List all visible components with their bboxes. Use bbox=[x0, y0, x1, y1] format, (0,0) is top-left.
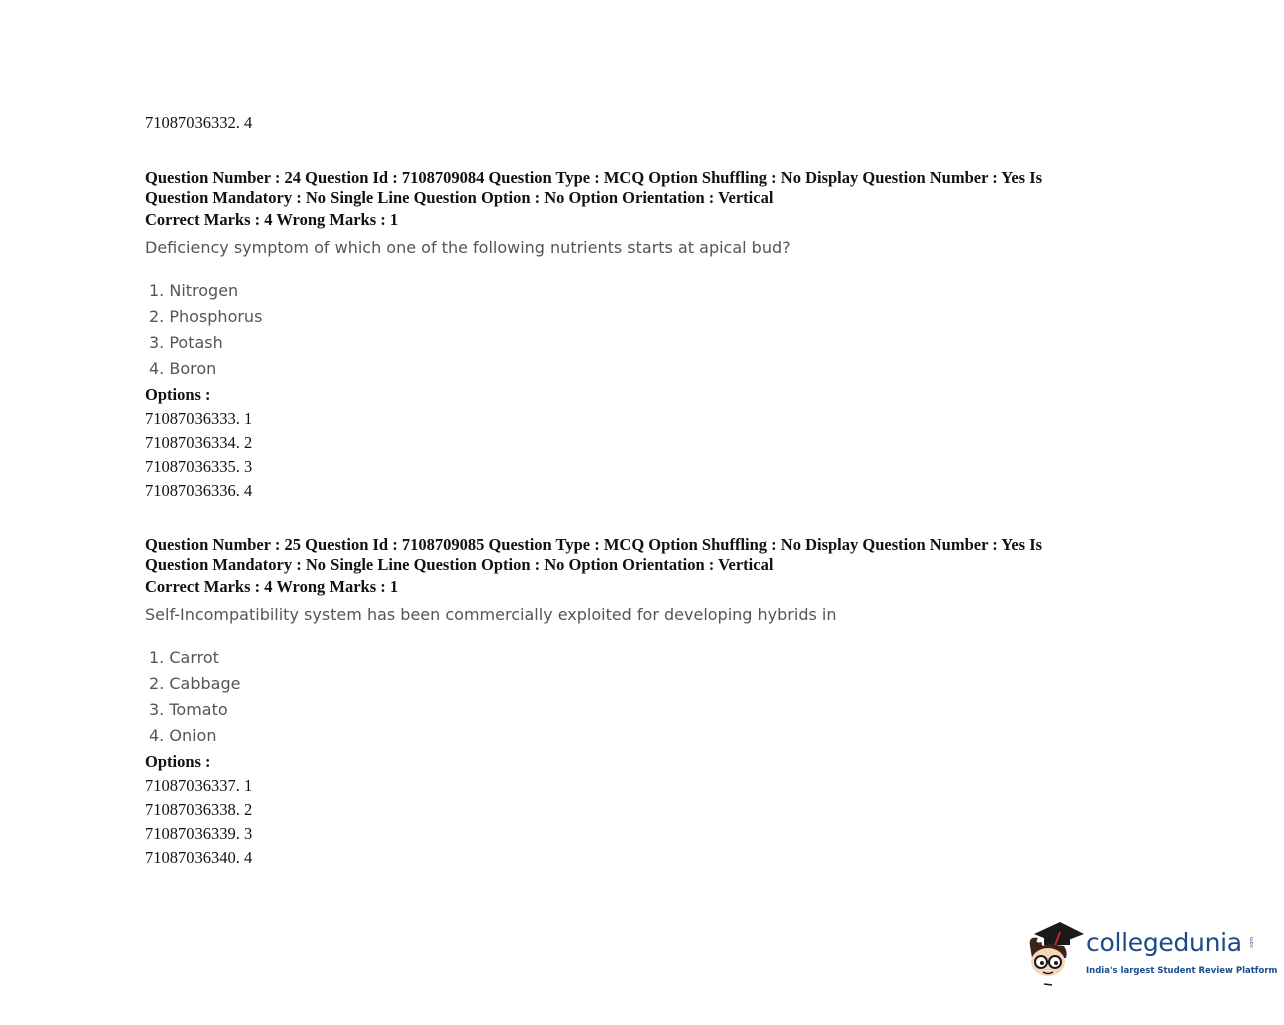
collegedunia-logo bbox=[1024, 918, 1278, 988]
choice-item: 2. Cabbage bbox=[149, 674, 241, 693]
logo-tagline: India's largest Student Review Platform bbox=[1086, 966, 1278, 976]
option-id-item: 71087036340. 4 bbox=[145, 848, 253, 867]
question-text: Self-Incompatibility system has been commercially exploited for developing hybrids in bbox=[145, 605, 837, 624]
logo-wordmark: collegedunia bbox=[1086, 928, 1242, 957]
question-header-line-2: Question Mandatory : No Single Line Question Option : No Option Orientation : Vertical bbox=[145, 187, 774, 207]
choice-list bbox=[149, 278, 262, 382]
question-header-line-2: Question Mandatory : No Single Line Question Option : No Option Orientation : Vertical bbox=[145, 554, 774, 574]
choice-item: 1. Nitrogen bbox=[149, 281, 239, 300]
question-marks: Correct Marks : 4 Wrong Marks : 1 bbox=[145, 577, 399, 596]
question-marks: Correct Marks : 4 Wrong Marks : 1 bbox=[145, 210, 399, 229]
option-id-list bbox=[145, 407, 252, 503]
question-header bbox=[145, 535, 1105, 574]
question-header bbox=[145, 168, 1105, 207]
option-id-item: 71087036333. 1 bbox=[145, 409, 253, 428]
option-id-item: 71087036334. 2 bbox=[145, 433, 253, 452]
logo-domain: .com bbox=[1249, 936, 1256, 950]
option-id-item: 71087036335. 3 bbox=[145, 457, 253, 476]
choice-item: 2. Phosphorus bbox=[149, 307, 263, 326]
option-id-list bbox=[145, 774, 252, 870]
question-header-line-1: Question Number : 25 Question Id : 7108709085 Question Type : MCQ Option Shuffling : No Display Question Number : Yes Is bbox=[145, 535, 1043, 554]
question-header-line-1: Question Number : 24 Question Id : 7108709084 Question Type : MCQ Option Shuffling : No Display Question Number : Yes Is bbox=[145, 168, 1043, 187]
option-id-item: 71087036338. 2 bbox=[145, 800, 253, 819]
choice-item: 4. Boron bbox=[149, 359, 217, 378]
mascot-icon bbox=[1024, 918, 1086, 988]
choice-item: 3. Tomato bbox=[149, 700, 228, 719]
options-label: Options : bbox=[145, 385, 211, 404]
choice-item: 3. Potash bbox=[149, 333, 223, 352]
choice-item: 4. Onion bbox=[149, 726, 217, 745]
option-id-item: 71087036337. 1 bbox=[145, 776, 253, 795]
question-text: Deficiency symptom of which one of the following nutrients starts at apical bud? bbox=[145, 238, 791, 257]
choice-list bbox=[149, 645, 240, 749]
options-label: Options : bbox=[145, 752, 211, 771]
option-id-item: 71087036336. 4 bbox=[145, 481, 253, 500]
choice-item: 1. Carrot bbox=[149, 648, 219, 667]
previous-option-line: 71087036332. 4 bbox=[145, 113, 253, 132]
option-id-item: 71087036339. 3 bbox=[145, 824, 253, 843]
